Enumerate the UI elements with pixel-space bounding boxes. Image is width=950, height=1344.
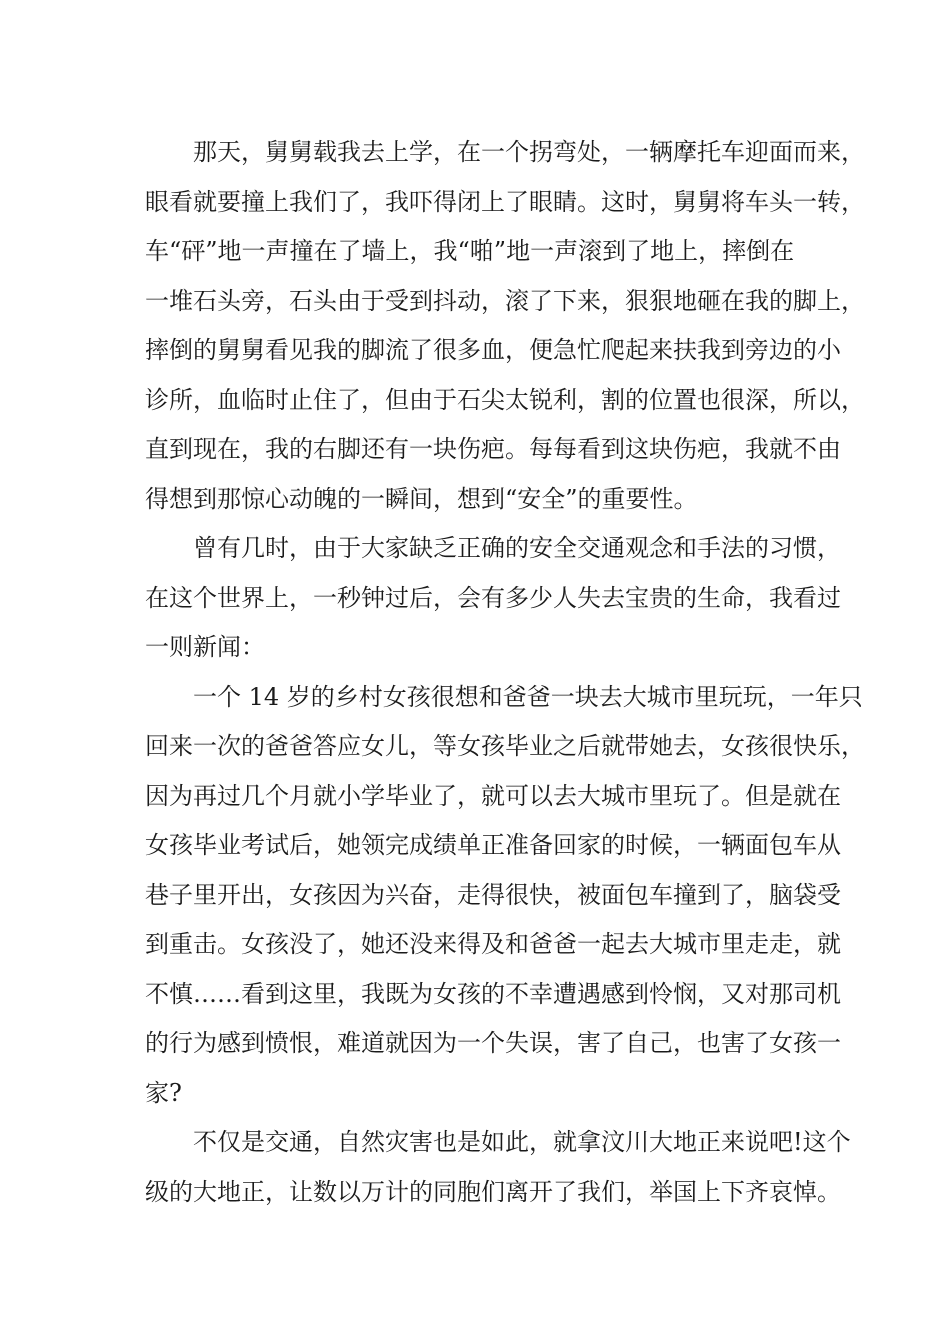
paragraph-2-line-2: 在这个世界上，一秒钟过后，会有多少人失去宝贵的生命，我看过 xyxy=(145,583,841,612)
paragraph-3-line-3: 因为再过几个月就小学毕业了，就可以去大城市里玩了。但是就在 xyxy=(145,781,841,810)
paragraph-1-line-2: 眼看就要撞上我们了，我吓得闭上了眼睛。这时，舅舅将车头一转， xyxy=(145,187,865,216)
paragraph-4-line-1: 不仅是交通，自然灾害也是如此，就拿汶川大地正来说吧!这个 xyxy=(193,1128,851,1156)
paragraph-1-line-6: 诊所，血临时止住了，但由于石尖太锐利，割的位置也很深，所以， xyxy=(145,385,865,414)
paragraph-1-line-3: 车“砰”地一声撞在了墙上，我“啪”地一声滚到了地上，摔倒在 xyxy=(145,237,795,265)
paragraph-1-line-8: 得想到那惊心动魄的一瞬间，想到“安全”的重要性。 xyxy=(145,484,698,513)
paragraph-3-line-1: 一个 14 岁的乡村女孩很想和爸爸一块去大城市里玩玩，一年只 xyxy=(193,682,863,711)
paragraph-2-line-1: 曾有几时，由于大家缺乏正确的安全交通观念和手法的习惯， xyxy=(193,534,841,562)
paragraph-3-line-8: 的行为感到愤恨，难道就因为一个失误，害了自己，也害了女孩一 xyxy=(145,1029,841,1057)
paragraph-4-line-2: 级的大地正，让数以万计的同胞们离开了我们，举国上下齐哀悼。 xyxy=(145,1177,841,1206)
document-body xyxy=(145,128,865,1217)
paragraph-3-line-2: 回来一次的爸爸答应女儿，等女孩毕业之后就带她去，女孩很快乐， xyxy=(145,732,865,760)
paragraph-1-line-1: 那天，舅舅载我去上学，在一个拐弯处，一辆摩托车迎面而来， xyxy=(193,138,865,166)
paragraph-1-line-4: 一堆石头旁，石头由于受到抖动，滚了下来，狠狠地砸在我的脚上， xyxy=(145,286,865,315)
paragraph-1-line-7: 直到现在，我的右脚还有一块伤疤。每每看到这块伤疤，我就不由 xyxy=(145,435,841,463)
paragraph-3-line-6: 到重击。女孩没了，她还没来得及和爸爸一起去大城市里走走，就 xyxy=(145,930,841,958)
paragraph-2-line-3: 一则新闻： xyxy=(145,633,265,661)
paragraph-3-line-4: 女孩毕业考试后，她领完成绩单正准备回家的时候，一辆面包车从 xyxy=(145,831,841,859)
paragraph-3-line-5: 巷子里开出，女孩因为兴奋，走得很快，被面包车撞到了，脑袋受 xyxy=(145,880,841,909)
paragraph-3-line-9: 家? xyxy=(145,1078,182,1107)
paragraph-1-line-5: 摔倒的舅舅看见我的脚流了很多血，便急忙爬起来扶我到旁边的小 xyxy=(145,336,841,364)
paragraph-3-line-7: 不慎……看到这里，我既为女孩的不幸遭遇感到怜悯，又对那司机 xyxy=(145,979,841,1008)
